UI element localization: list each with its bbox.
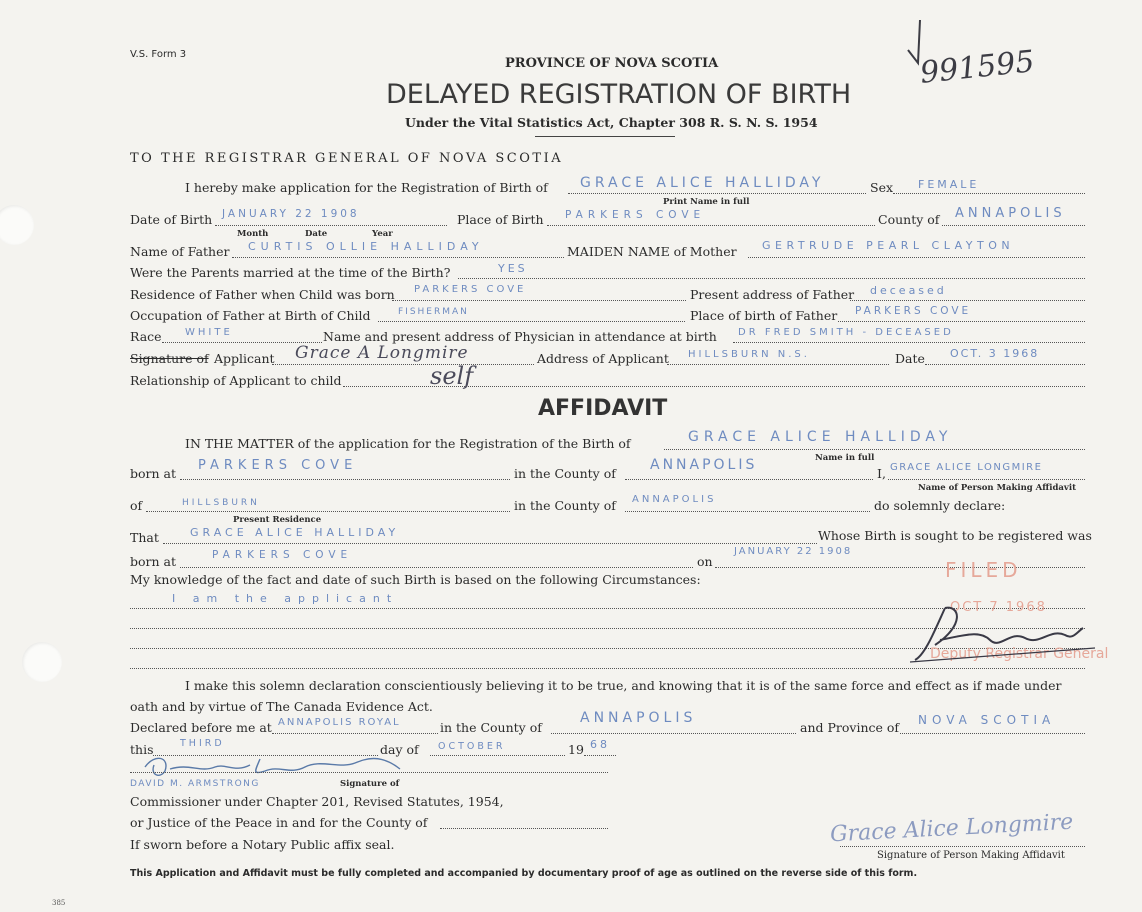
born-at2-value: PARKERS COVE xyxy=(212,549,353,561)
that-name-value: GRACE ALICE HALLIDAY xyxy=(190,526,400,539)
dob-value: JANUARY 22 1908 xyxy=(222,208,360,220)
matter-name-value: GRACE ALICE HALLIDAY xyxy=(688,429,953,445)
sex-label: Sex xyxy=(870,180,894,195)
place-value: PARKERS COVE xyxy=(565,209,706,221)
filed-stamp: FILED xyxy=(945,558,1022,582)
present-address-label: Present address of Father xyxy=(690,287,855,302)
signature-struck: Signature of xyxy=(130,351,209,366)
race-label: Race xyxy=(130,329,162,344)
declaration-line2: oath and by virtue of The Canada Evidence Act. xyxy=(130,699,433,714)
declare-label: do solemnly declare: xyxy=(874,498,1006,513)
i-label: I, xyxy=(877,466,886,481)
day-value: THIRD xyxy=(180,738,225,749)
filed-stamp-office: Deputy Registrar General xyxy=(930,646,1109,662)
applicant-signature: Grace A Longmire xyxy=(295,343,469,363)
applicant-label: Applicant xyxy=(214,351,275,366)
relationship-label: Relationship of Applicant to child xyxy=(130,373,342,388)
father-value: CURTIS OLLIE HALLIDAY xyxy=(248,240,484,253)
check-mark-icon xyxy=(900,18,940,68)
born-at2-label: born at xyxy=(130,554,177,569)
form-code: 385 xyxy=(52,899,66,907)
affiant-caption: Name of Person Making Affidavit xyxy=(918,483,1077,493)
of-label: of xyxy=(130,498,143,513)
on-label: on xyxy=(697,554,713,569)
present-address-value: deceased xyxy=(870,284,947,297)
form-title: DELAYED REGISTRATION OF BIRTH xyxy=(386,79,852,110)
declared-county-label: in the County of xyxy=(440,720,542,735)
county-label: County of xyxy=(878,212,940,227)
punch-hole-top xyxy=(0,205,34,245)
residence-value: PARKERS COVE xyxy=(414,284,527,295)
year-prefix: 19 xyxy=(568,742,584,757)
signature-of-caption: Signature of xyxy=(340,779,400,789)
knowledge-label: My knowledge of the fact and date of such Birth is based on the following Circumstances: xyxy=(130,572,701,587)
declared-county-value: ANNAPOLIS xyxy=(580,710,697,726)
married-label: Were the Parents married at the time of the Birth? xyxy=(130,265,451,280)
date-value: OCT. 3 1968 xyxy=(950,347,1040,360)
affidavit-heading: AFFIDAVIT xyxy=(538,396,668,421)
county-value: ANNAPOLIS xyxy=(955,206,1066,221)
declaration-line1: I make this solemn declaration conscientiously believing it to be true, and knowing that it is of the same force and effect as if made under xyxy=(185,678,1062,693)
this-label: this xyxy=(130,742,154,757)
child-name-value: GRACE ALICE HALLIDAY xyxy=(580,175,825,191)
commissioner-line2: or Justice of the Peace in and for the County of xyxy=(130,815,428,830)
notary-line: If sworn before a Notary Public affix seal. xyxy=(130,837,395,852)
whose-birth-label: Whose Birth is sought to be registered was xyxy=(818,528,1092,543)
applicant-address-label: Address of Applicant xyxy=(537,351,669,366)
father-birthplace-label: Place of birth of Father xyxy=(690,308,838,323)
sex-value: FEMALE xyxy=(918,178,980,191)
province-label: and Province of xyxy=(800,720,900,735)
mother-label: MAIDEN NAME of Mother xyxy=(567,244,737,259)
year-caption: Year xyxy=(372,229,393,239)
form-subtitle: Under the Vital Statistics Act, Chapter 308 R. S. N. S. 1954 xyxy=(405,115,818,130)
name-caption: Name in full xyxy=(815,453,875,463)
affiant-value: GRACE ALICE LONGMIRE xyxy=(890,462,1043,473)
occupation-label: Occupation of Father at Birth of Child xyxy=(130,308,371,323)
province-value: NOVA SCOTIA xyxy=(918,713,1056,727)
in-county-label: in the County of xyxy=(514,466,616,481)
declared-label: Declared before me at xyxy=(130,720,272,735)
born-at-value: PARKERS COVE xyxy=(198,458,358,473)
residence-caption: Present Residence xyxy=(233,515,322,525)
affiant-signature: Grace Alice Longmire xyxy=(829,809,1074,848)
footer-instructions: This Application and Affidavit must be fully completed and accompanied by documentary proof of age as outlined on the reverse side of this form. xyxy=(130,868,918,879)
residence-label: Residence of Father when Child was born xyxy=(130,287,395,302)
place-label: Place of Birth xyxy=(457,212,544,227)
day-of-label: day of xyxy=(380,742,419,757)
commissioner-name-value: DAVID M. ARMSTRONG xyxy=(130,779,260,789)
year-suffix-value: 68 xyxy=(590,738,610,751)
date-label: Date xyxy=(895,351,925,366)
married-value: YES xyxy=(498,262,528,275)
province-heading: PROVINCE OF NOVA SCOTIA xyxy=(505,56,719,71)
punch-hole-bottom xyxy=(22,642,62,682)
physician-label: Name and present address of Physician in attendance at birth xyxy=(323,329,717,344)
dob-label: Date of Birth xyxy=(130,212,213,227)
intro-label: I hereby make application for the Registration of Birth of xyxy=(185,180,548,195)
registration-number: 991595 xyxy=(918,44,1037,91)
month-value: OCTOBER xyxy=(438,741,506,752)
matter-label: IN THE MATTER of the application for the Registration of the Birth of xyxy=(185,436,631,451)
occupation-value: FISHERMAN xyxy=(398,307,469,317)
of-residence-value: HILLSBURN xyxy=(182,498,260,508)
physician-value: DR FRED SMITH - DECEASED xyxy=(738,327,954,338)
mother-value: GERTRUDE PEARL CLAYTON xyxy=(762,239,1015,252)
form-id: V.S. Form 3 xyxy=(130,49,187,60)
born-at-label: born at xyxy=(130,466,177,481)
father-birthplace-value: PARKERS COVE xyxy=(855,305,972,317)
month-caption: Month xyxy=(237,229,269,239)
county2-value: ANNAPOLIS xyxy=(632,494,717,505)
race-value: WHITE xyxy=(185,327,233,338)
addressee: TO THE REGISTRAR GENERAL OF NOVA SCOTIA xyxy=(130,151,564,166)
in-county-value: ANNAPOLIS xyxy=(650,457,758,473)
applicant-address-value: HILLSBURN N.S. xyxy=(688,349,810,360)
affiant-sig-caption: Signature of Person Making Affidavit xyxy=(877,850,1065,861)
father-label: Name of Father xyxy=(130,244,230,259)
registrar-signature-icon xyxy=(905,600,1105,670)
declared-at-value: ANNAPOLIS ROYAL xyxy=(278,717,401,728)
commissioner-line1: Commissioner under Chapter 201, Revised Statutes, 1954, xyxy=(130,794,504,809)
relationship-value: self xyxy=(430,362,474,390)
circumstance-value: I am the applicant xyxy=(172,592,399,605)
date-caption: Date xyxy=(305,229,328,239)
on-date-value: JANUARY 22 1908 xyxy=(734,546,853,557)
county2-label: in the County of xyxy=(514,498,616,513)
print-name-caption: Print Name in full xyxy=(663,197,750,207)
filed-stamp-date: OCT 7 1968 xyxy=(950,600,1047,615)
that-label: That xyxy=(130,530,159,545)
